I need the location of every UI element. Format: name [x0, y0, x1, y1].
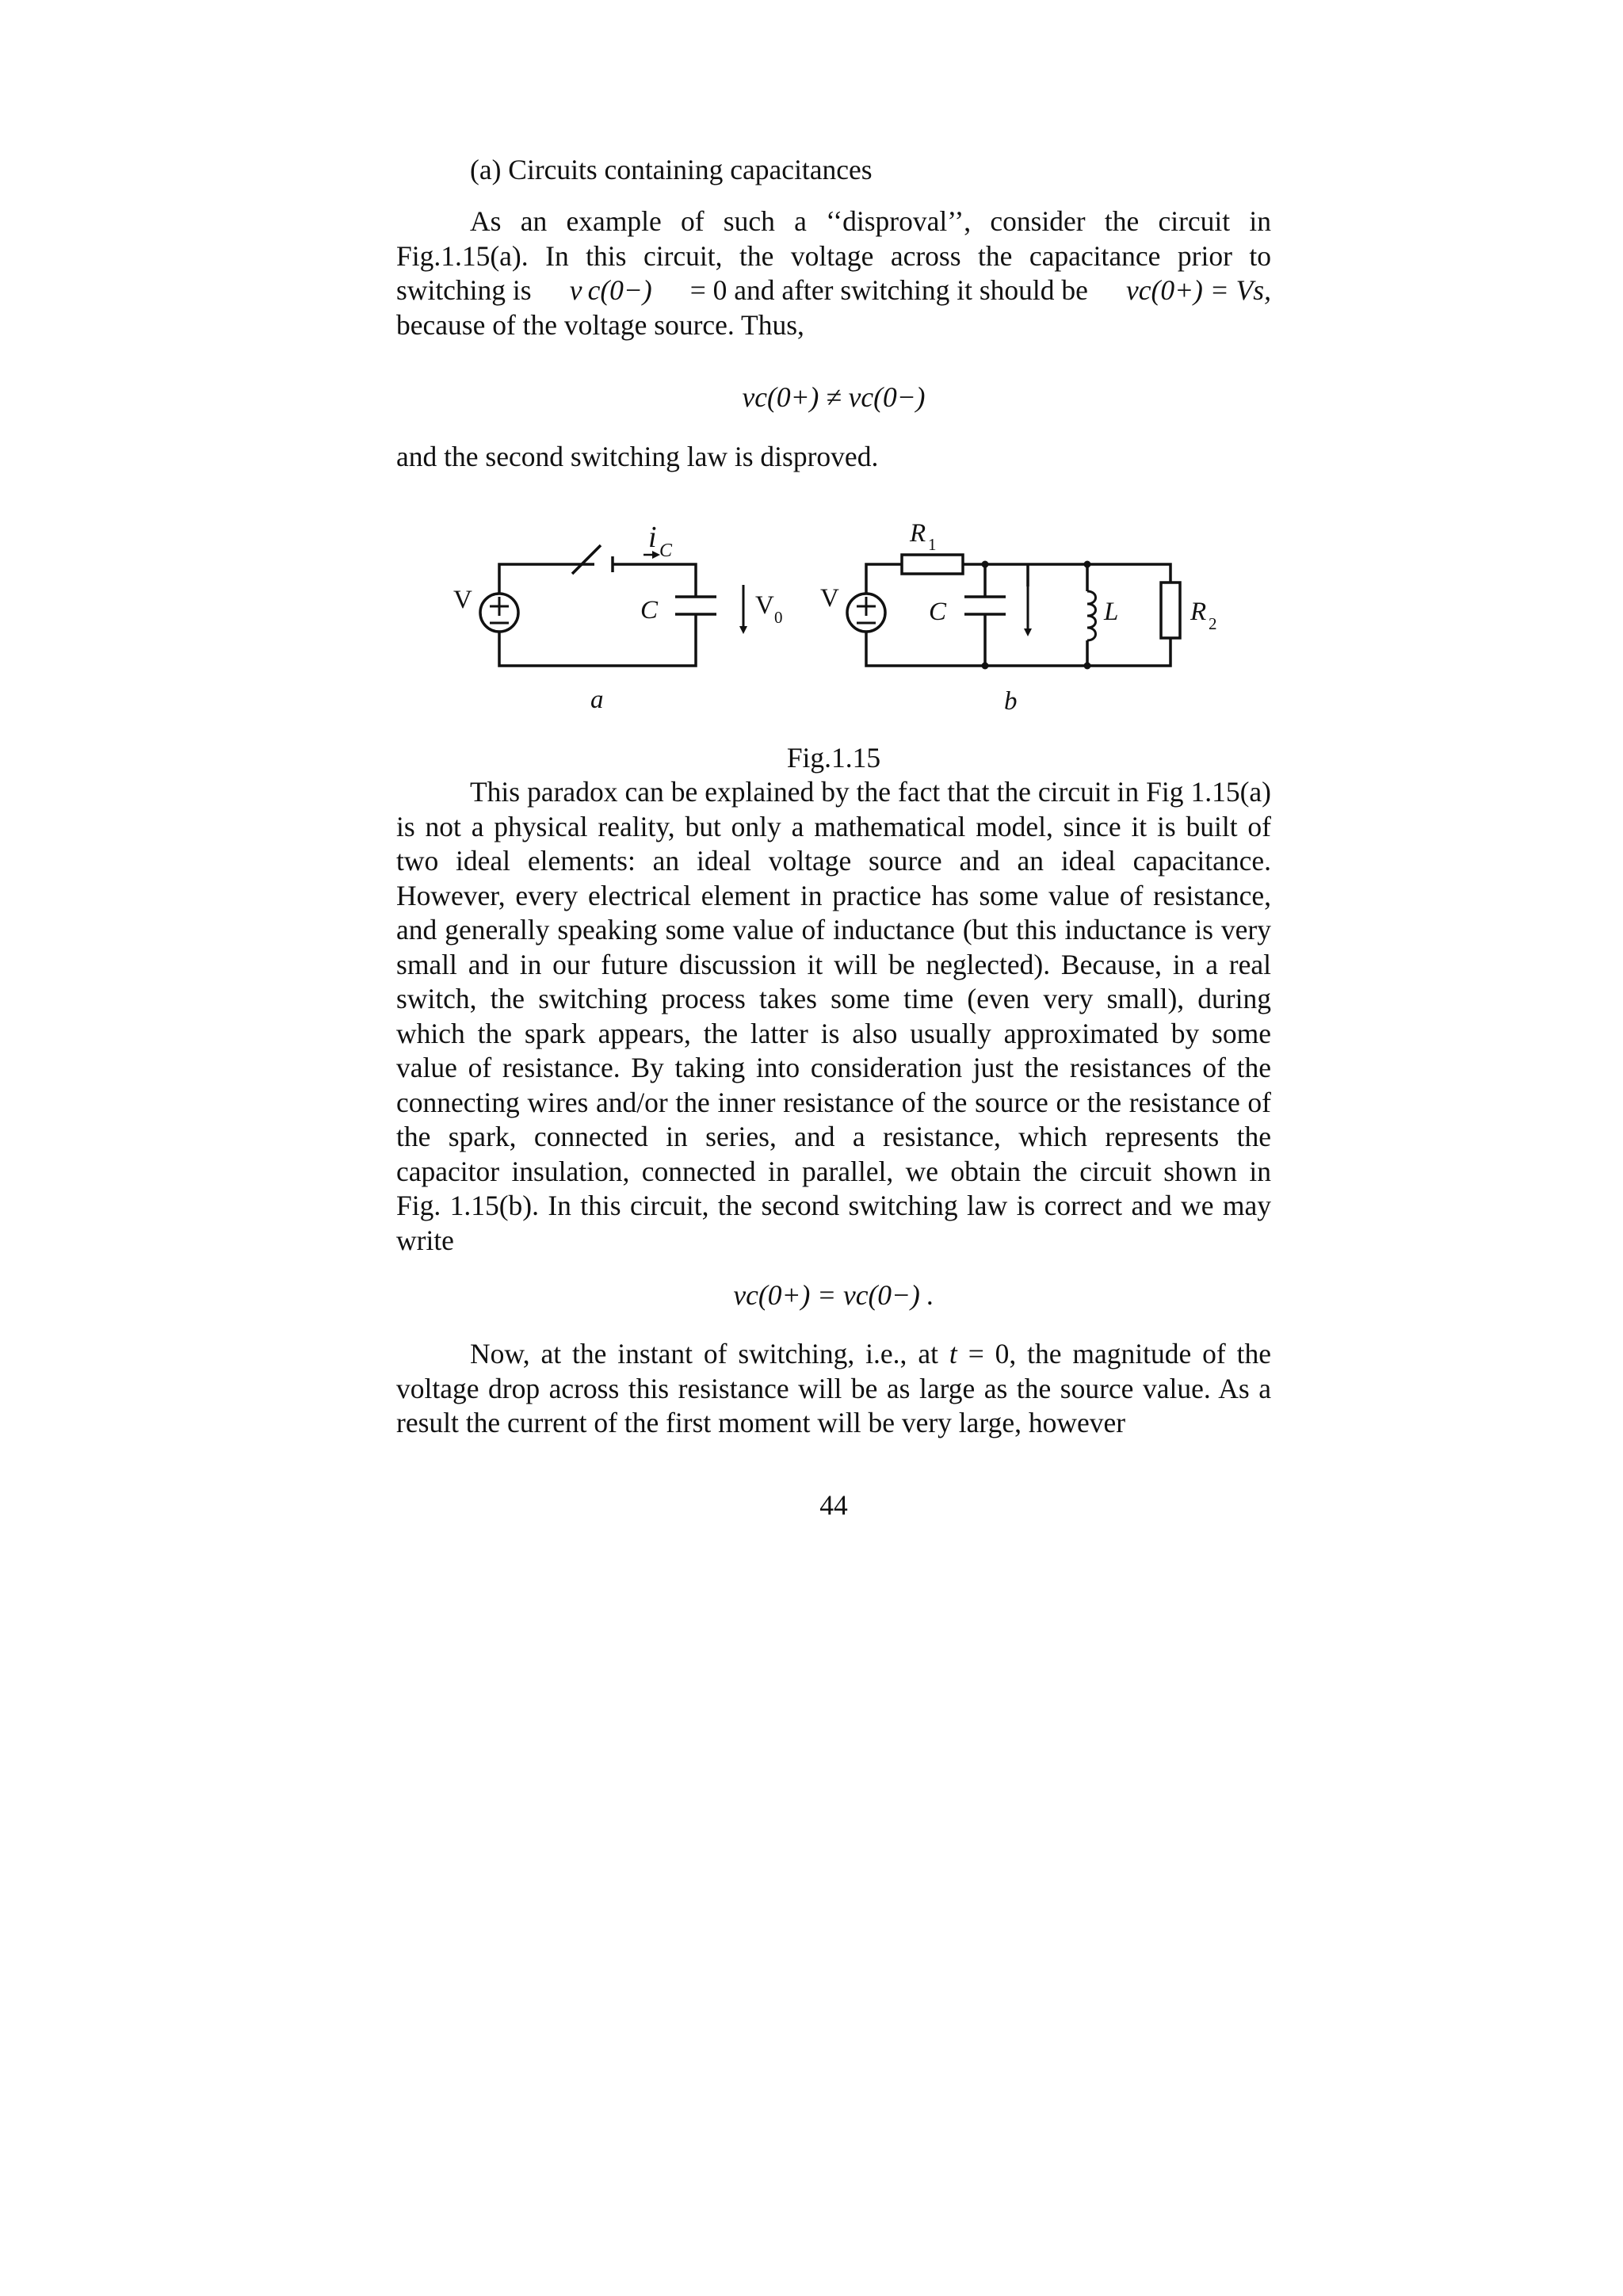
volt-a-sub-label: 0 [774, 608, 783, 627]
para1-line2: Fig.1.15(a). In this circuit, the voltage across the capacitance prior to [396, 239, 1271, 272]
para1-line1: As an example of such a ‘‘disproval’’, consider the circuit in [470, 205, 1271, 237]
math-neq: vc(0+) ≠ vc(0−) [742, 381, 926, 413]
para4-t: t [949, 1338, 957, 1370]
cap-b-label: C [929, 598, 947, 626]
volt-a-label: V [755, 591, 774, 620]
math-vc-plus-eq-vs: vc(0+) = Vs, [1126, 274, 1271, 306]
para3-text: This paradox can be explained by the fact that the circuit in Fig 1.15(a) is not a physical reality, but only a mathematical model, since it is built of two ideal elements: an ideal voltage source and an ideal capacitance. However, every electrical element in practice has some value of resistance, and generally speaking some value of inductance (but this inductance is very small and in our future discussion it will be neglected). Because, in a real switch, the switching process takes some time (even very small), during which the spark appears, the latter is also usually approximated by some value of resistance. By taking into consideration just the resistances of the connecting wires and/or the inner resistance of the source or the resistance of the spark, connected in series, and a resistance, which represents the capacitor insulation, connected in parallel, we obtain the circuit shown in Fig. 1.15(b). In this circuit, the second switching law is correct and we may write [396, 776, 1271, 1256]
source-b-label: V [820, 584, 839, 613]
switch-icon [565, 545, 618, 574]
figure-caption-text: Fig.1.15 [786, 742, 881, 774]
para4-text [396, 1337, 1271, 1441]
math-vc-minus: v c(0−) [569, 274, 652, 306]
current-sub-label: C [659, 541, 673, 561]
r2-sub-label: 2 [1209, 614, 1217, 633]
current-label: i [648, 521, 657, 554]
equation-equality [396, 1278, 1271, 1313]
resistor-r2-icon [1161, 583, 1180, 638]
source-a-label: V [453, 586, 472, 614]
circuit-b-wires [866, 564, 1170, 666]
resistor-r1-icon [902, 555, 963, 574]
caption-a: a [590, 686, 604, 714]
inductor-l-icon [1087, 591, 1096, 640]
circuit-a [480, 545, 743, 666]
figure-caption [396, 741, 1271, 776]
para1-line4: because of the voltage source. Thus, [396, 308, 804, 341]
para1-line3-a: switching is [396, 274, 532, 306]
voltage-source-b-icon [847, 594, 885, 632]
para4-b: = 0, the magnitude of the voltage drop across this resistance will be as large as the source value. As a result the current of the first moment will be very large, however [396, 1338, 1272, 1438]
caption-b: b [1004, 687, 1018, 716]
math-eq: vc(0+) = vc(0−) . [733, 1279, 934, 1311]
para2-text: and the second switching law is disproved. [396, 441, 879, 472]
circuit-a-wires [499, 564, 696, 666]
capacitor-b-icon [964, 597, 1006, 614]
page-number-text: 44 [819, 1489, 848, 1521]
circuit-b [847, 555, 1180, 670]
r2-label: R [1190, 598, 1207, 626]
paragraph-3 [396, 775, 1271, 1258]
voltage-source-a-icon [480, 594, 518, 632]
r1-sub-label: 1 [928, 535, 937, 554]
cap-a-label: C [640, 596, 659, 625]
para4-a: Now, at the instant of switching, i.e., at [470, 1338, 938, 1370]
r1-label: R [910, 519, 926, 548]
paragraph-4 [396, 1337, 1271, 1441]
para1-line3-b: = 0 and after switching it should be [689, 274, 1088, 306]
section-heading-text: (a) Circuits containing capacitances [470, 154, 873, 185]
page-number [396, 1488, 1271, 1523]
ind-label: L [1104, 598, 1119, 626]
capacitor-a-icon [675, 597, 716, 614]
